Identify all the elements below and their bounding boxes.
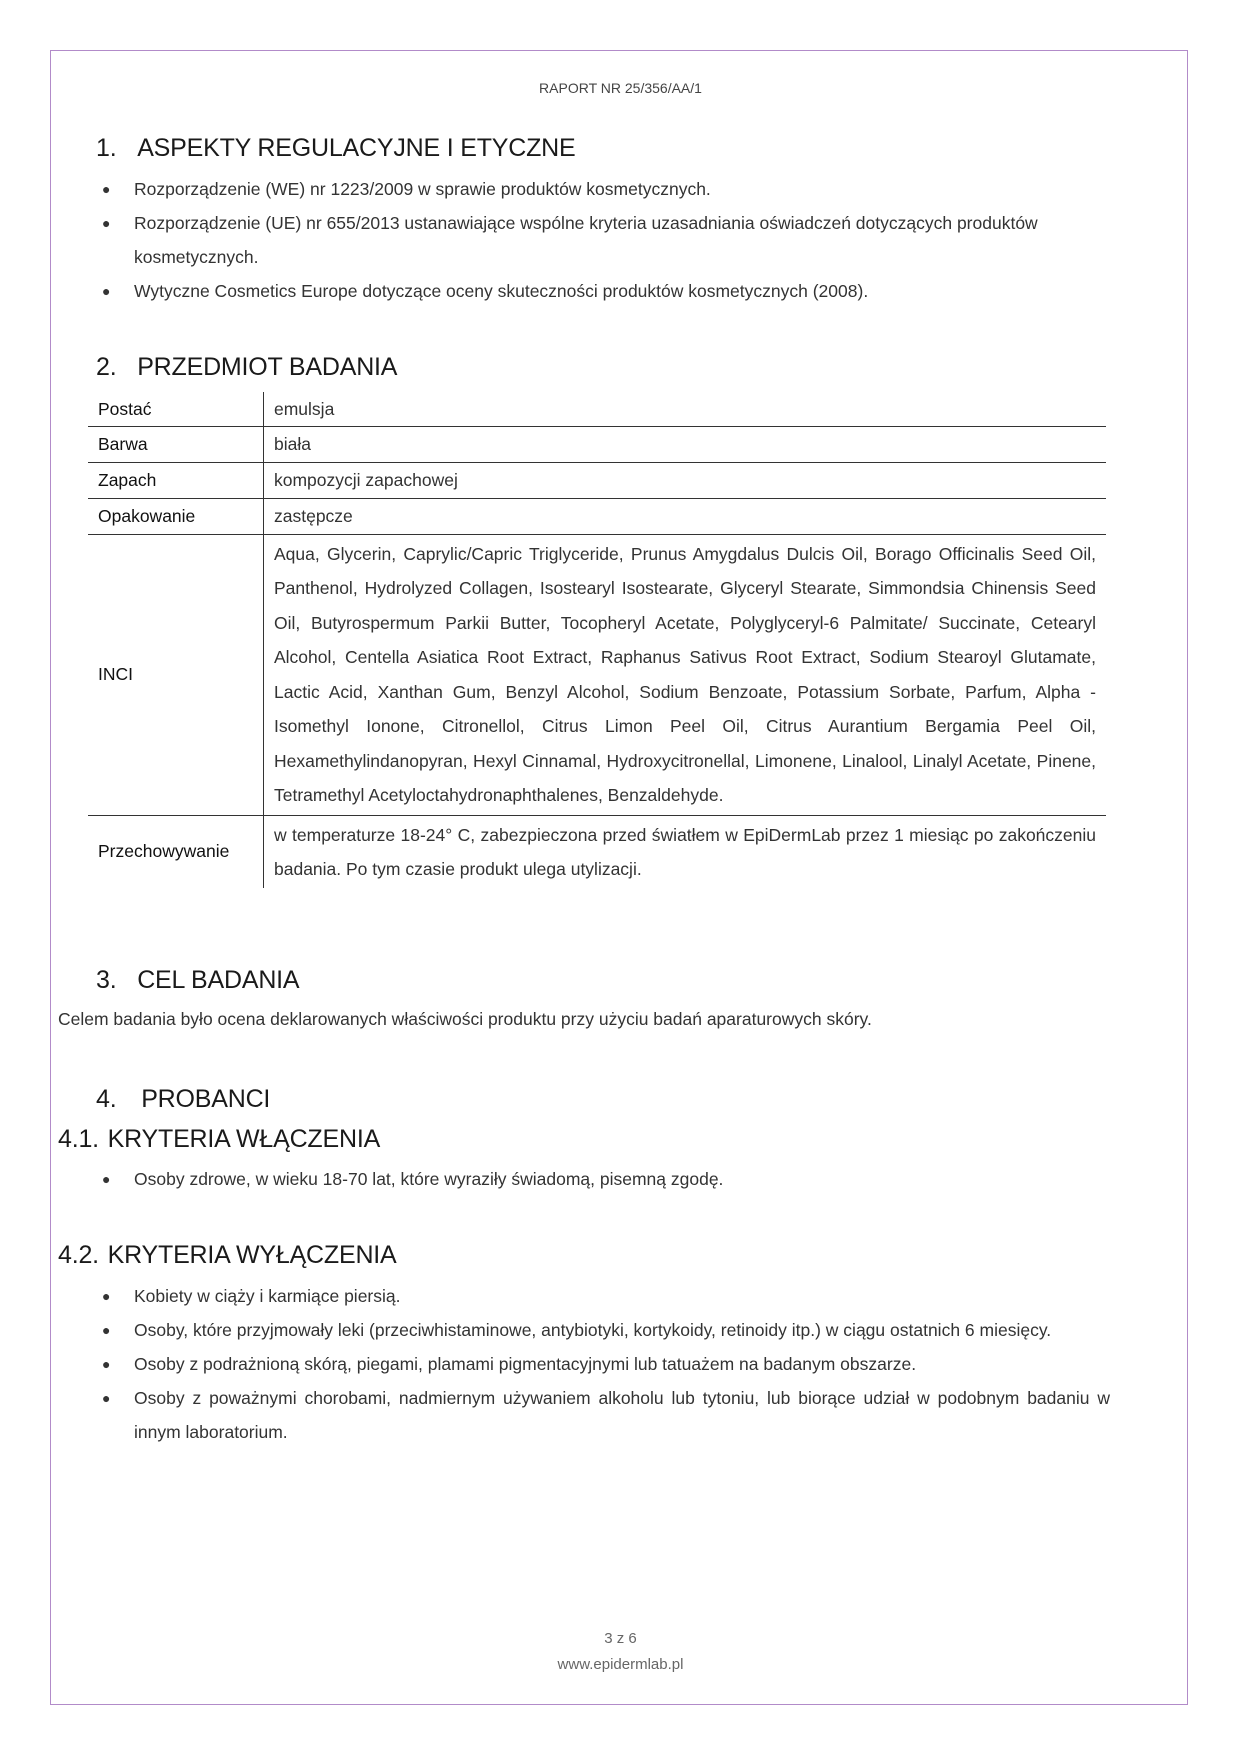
list-item: ● Kobiety w ciąży i karmiące piersią. (134, 1279, 1110, 1313)
spec-value: kompozycji zapachowej (274, 469, 458, 490)
bullet-icon: ● (102, 1171, 111, 1187)
product-spec-table (88, 392, 1106, 888)
subsection-4-1-heading (58, 1125, 380, 1154)
list-item: ● Osoby zdrowe, w wieku 18-70 lat, które wyraziły świadomą, pisemną zgodę. (134, 1162, 1110, 1196)
section-3-number: 3. (96, 966, 117, 994)
subsection-4-2-heading (58, 1241, 397, 1270)
subsection-4-1-title: KRYTERIA WŁĄCZENIA (107, 1125, 381, 1153)
spec-key: Zapach (88, 462, 264, 498)
subsection-4-2-title: KRYTERIA WYŁĄCZENIA (107, 1241, 397, 1269)
spec-value: zastępcze (274, 505, 353, 526)
spec-value: emulsja (274, 399, 335, 420)
spec-value: w temperaturze 18-24° C, zabezpieczona przed światłem w EpiDermLab przez 1 miesiąc po zakończeniu badania. Po tym czasie produkt ulega utylizacji. (274, 824, 1096, 879)
spec-value: Aqua, Glycerin, Caprylic/Capric Triglyceride, Prunus Amygdalus Dulcis Oil, Borago Officinalis Seed Oil, Panthenol, Hydrolyzed Collagen, Isostearyl Isostearate, Glyceryl Stearate, Simmondsia Chinensis Seed Oil, Butyrospermum Parkii Butter, Tocopheryl Acetate, Polyglyceryl-6 Palmitate/ Succinate, Cetearyl Alcohol, Centella Asiatica Root Extract, Raphanus Sativus Root Extract, Sodium Stearoyl Glutamate, Lactic Acid, Xanthan Gum, Benzyl Alcohol, Sodium Benzoate, Potassium Sorbate, Parfum, Alpha - Isomethyl Ionone, Citronellol, Citrus Limon Peel Oil, Citrus Aurantium Bergamia Peel Oil, Hexamethylindanopyran, Hexyl Cinnamal, Hydroxycitronellal, Limonene, Linalool, Linalyl Acetate, Pinene, Tetramethyl Acetyloctahydronaphthalenes, Benzaldehyde. (274, 543, 1096, 805)
list-item: ● Osoby, które przyjmowały leki (przeciwhistaminowe, antybiotyki, kortykoidy, retinoidy itp.) w ciągu ostatnich 6 miesięcy. (134, 1313, 1110, 1347)
section-1-heading (96, 134, 576, 163)
spec-value: biała (274, 433, 311, 454)
spec-key: Opakowanie (88, 498, 264, 534)
section-3-heading (96, 966, 299, 995)
spec-key: Barwa (88, 426, 264, 462)
section-1-number: 1. (96, 134, 117, 162)
section-2-title: PRZEDMIOT BADANIA (137, 353, 398, 381)
table-row (88, 426, 1106, 462)
table-row (88, 462, 1106, 498)
section-4-number: 4. (96, 1085, 117, 1113)
section-1-list (102, 172, 1110, 308)
spec-key: Postać (88, 392, 264, 426)
exclusion-list (102, 1279, 1110, 1449)
table-row (88, 815, 1106, 888)
report-header: RAPORT NR 25/356/AA/1 (539, 80, 702, 96)
bullet-icon: ● (102, 1390, 111, 1406)
section-2-number: 2. (96, 353, 117, 381)
table-row (88, 534, 1106, 815)
section-2-heading (96, 353, 397, 382)
bullet-icon: ● (102, 215, 111, 231)
section-1-title: ASPEKTY REGULACYJNE I ETYCZNE (137, 134, 576, 162)
section-3-text: Celem badania było ocena deklarowanych właściwości produktu przy użyciu badań aparaturowych skóry. (58, 1009, 872, 1029)
spec-key: Przechowywanie (88, 815, 264, 888)
section-4-title: PROBANCI (141, 1085, 271, 1113)
list-item: ● Rozporządzenie (UE) nr 655/2013 ustanawiające wspólne kryteria uzasadniania oświadczeń dotyczących produktów kosmetycznych. (134, 206, 1110, 274)
list-item: ● Osoby z poważnymi chorobami, nadmiernym używaniem alkoholu lub tytoniu, lub biorące udział w podobnym badaniu w innym laboratorium. (134, 1381, 1110, 1449)
subsection-4-1-number: 4.1. (58, 1125, 99, 1153)
subsection-4-2-number: 4.2. (58, 1241, 99, 1269)
spec-key: INCI (88, 534, 264, 815)
page-number: 3 z 6 (604, 1630, 637, 1647)
bullet-icon: ● (102, 1322, 111, 1338)
footer-url: www.epidermlab.pl (557, 1656, 684, 1673)
table-row (88, 498, 1106, 534)
bullet-icon: ● (102, 1288, 111, 1304)
bullet-icon: ● (102, 283, 111, 299)
inclusion-list (102, 1162, 1110, 1196)
section-3-title: CEL BADANIA (137, 966, 300, 994)
bullet-icon: ● (102, 1356, 111, 1372)
bullet-icon: ● (102, 181, 111, 197)
list-item: ● Wytyczne Cosmetics Europe dotyczące oceny skuteczności produktów kosmetycznych (2008). (134, 274, 1110, 308)
list-item: ● Osoby z podrażnioną skórą, piegami, plamami pigmentacyjnymi lub tatuażem na badanym obszarze. (134, 1347, 1110, 1381)
table-row (88, 392, 1106, 426)
section-4-heading (96, 1085, 270, 1114)
list-item: ● Rozporządzenie (WE) nr 1223/2009 w sprawie produktów kosmetycznych. (134, 172, 1110, 206)
